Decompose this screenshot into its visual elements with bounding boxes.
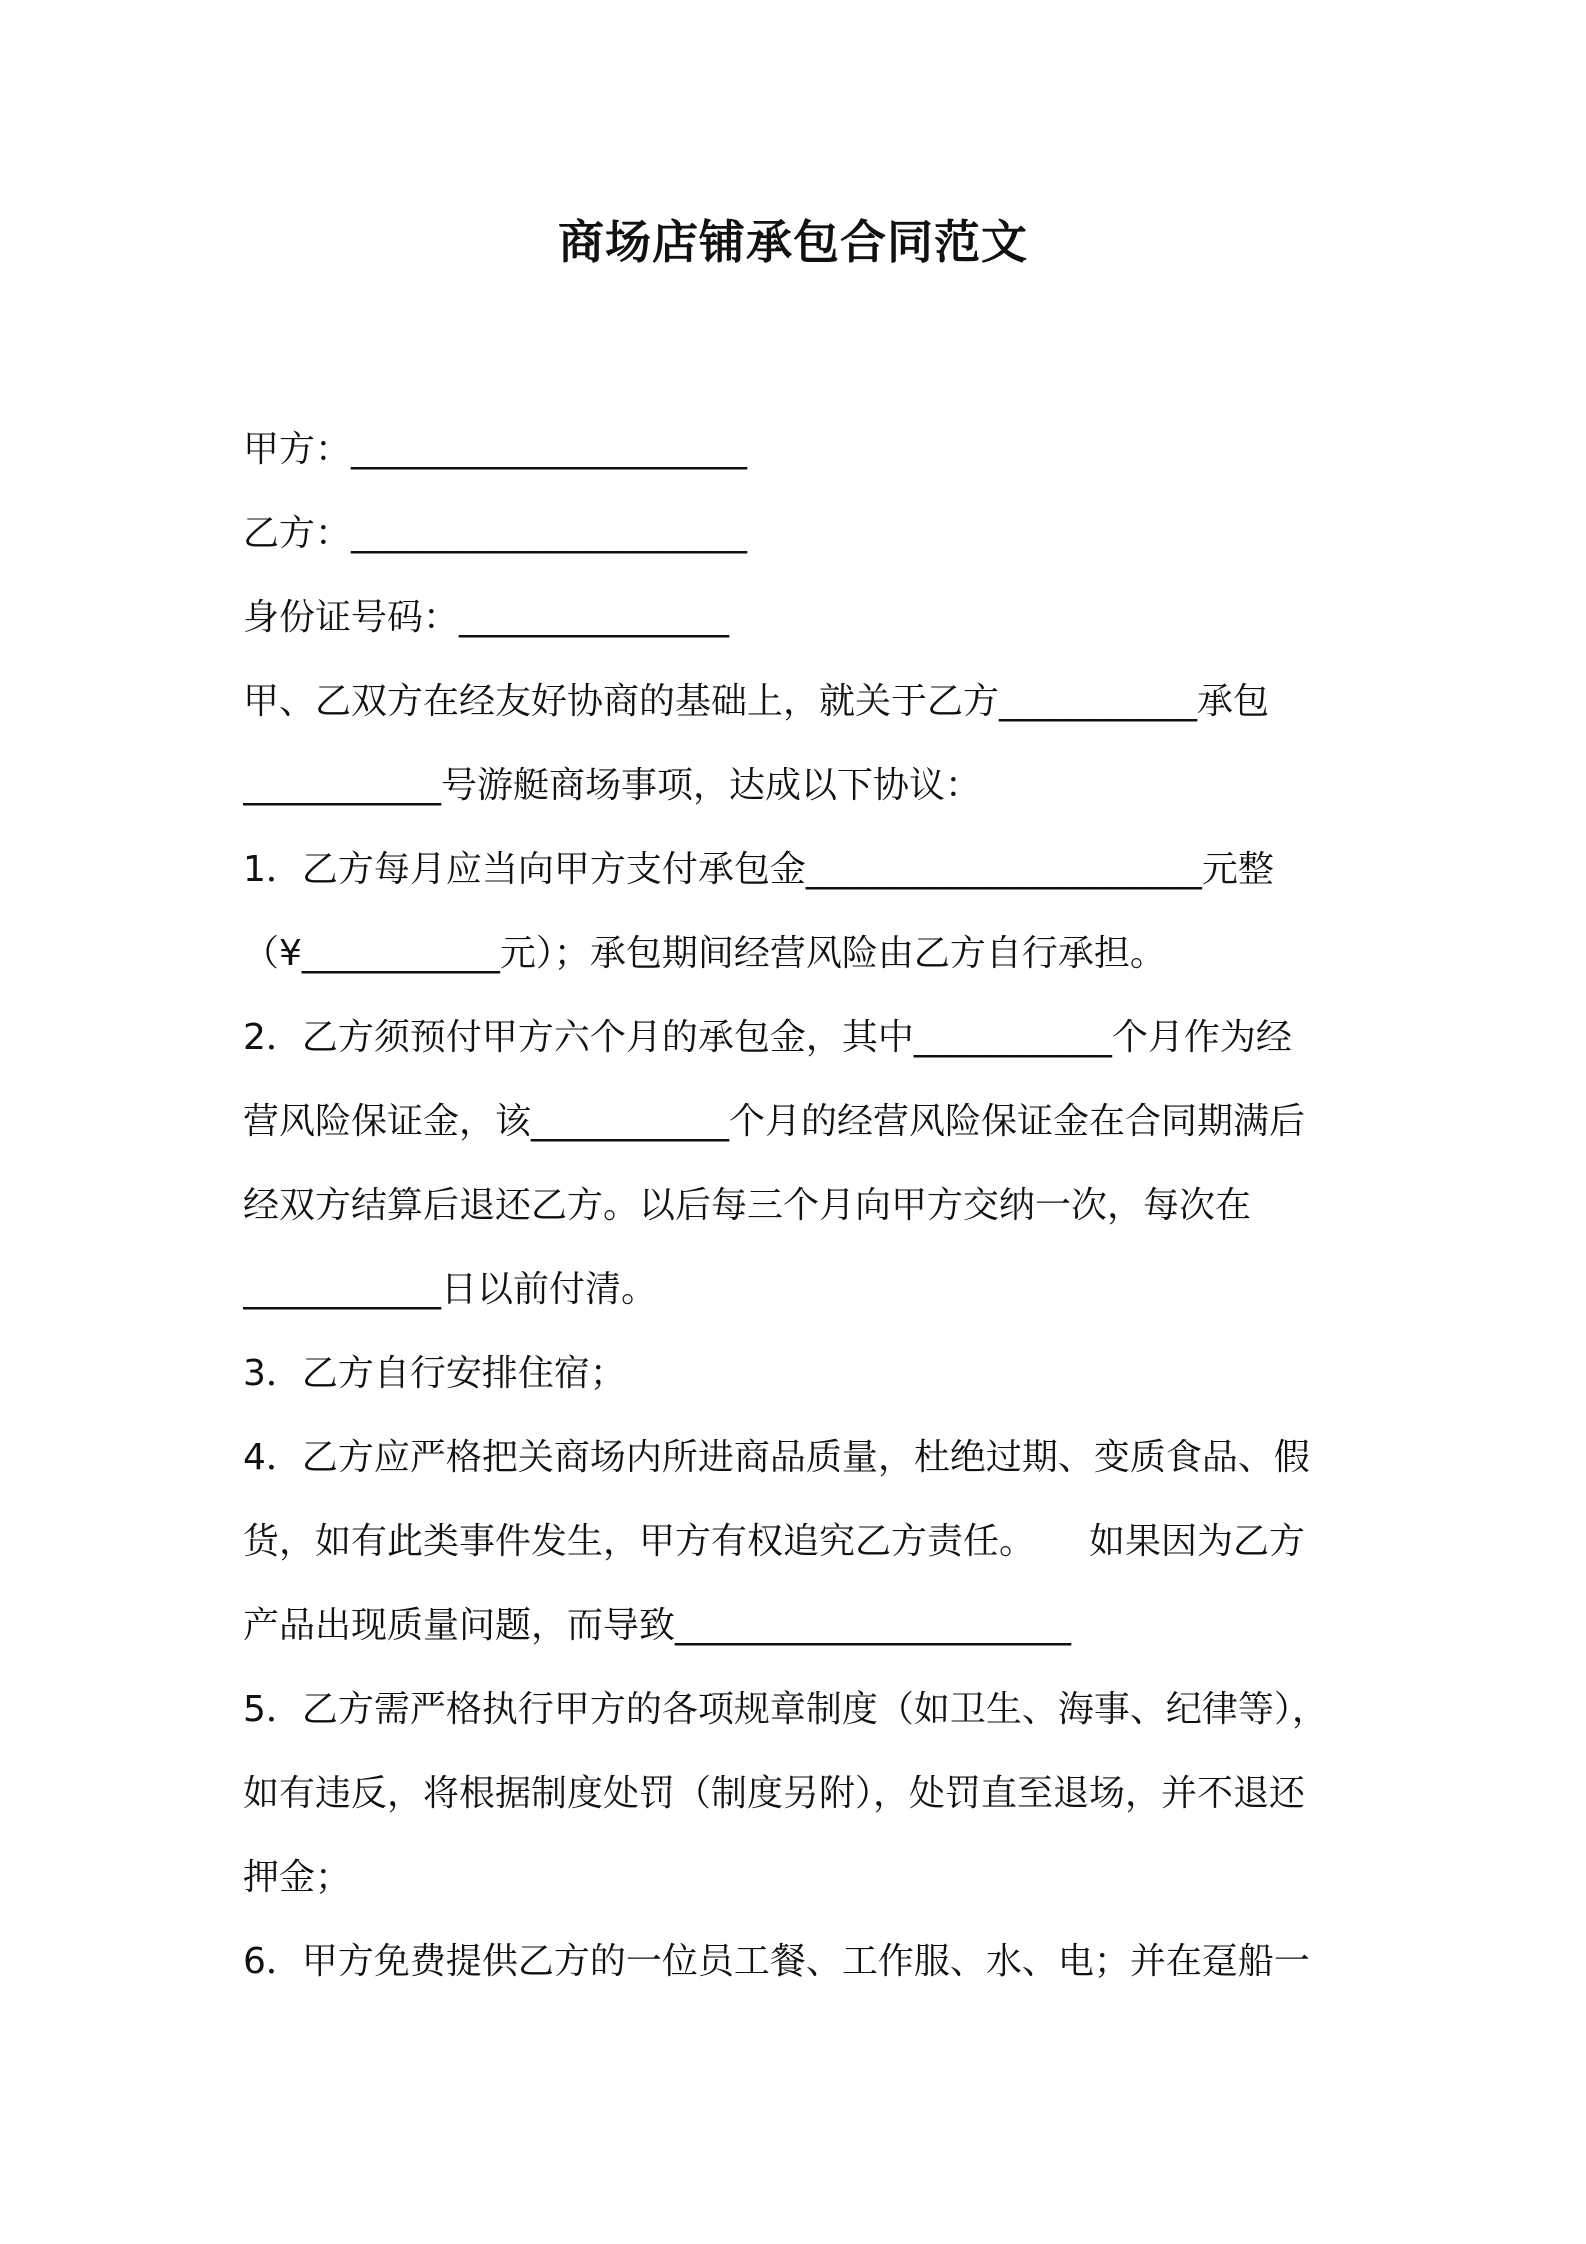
clause-5-line: 押金； xyxy=(243,1857,352,1898)
id-number-line: 身份证号码：_______________ xyxy=(243,597,730,638)
document-title: 商场店铺承包合同范文 xyxy=(558,215,1028,269)
party-a-line: 甲方：______________________ xyxy=(243,429,748,470)
clause-2-line: 2．乙方须预付甲方六个月的承包金，其中___________个月作为经 xyxy=(243,1017,1292,1058)
clause-2-line: ___________日以前付清。 xyxy=(243,1269,658,1310)
clause-3-line: 3．乙方自行安排住宿； xyxy=(243,1353,626,1394)
clause-2-line: 经双方结算后退还乙方。以后每三个月向甲方交纳一次，每次在 xyxy=(243,1185,1252,1226)
clause-5-line: 如有违反，将根据制度处罚（制度另附），处罚直至退场，并不退还 xyxy=(243,1773,1306,1814)
clause-1-line: 1．乙方每月应当向甲方支付承包金______________________元整 xyxy=(243,849,1274,890)
clause-4-line: 货，如有此类事件发生，甲方有权追究乙方责任。 如果因为乙方 xyxy=(243,1521,1306,1562)
clause-5-line: 5．乙方需严格执行甲方的各项规章制度（如卫生、海事、纪律等）， xyxy=(243,1689,1328,1730)
clause-2-line: 营风险保证金，该___________个月的经营风险保证金在合同期满后 xyxy=(243,1101,1306,1142)
party-b-line: 乙方：______________________ xyxy=(243,513,748,554)
clause-4-line: 产品出现质量问题，而导致______________________ xyxy=(243,1605,1072,1646)
preamble-line: ___________号游艇商场事项，达成以下协议： xyxy=(243,765,982,806)
document-body xyxy=(243,408,1363,2004)
clause-1-line: （¥___________元）；承包期间经营风险由乙方自行承担。 xyxy=(243,933,1166,974)
clause-6-line: 6．甲方免费提供乙方的一位员工餐、工作服、水、电；并在趸船一 xyxy=(243,1941,1310,1982)
clause-4-line: 4．乙方应严格把关商场内所进商品质量，杜绝过期、变质食品、假 xyxy=(243,1437,1310,1478)
preamble-line: 甲、乙双方在经友好协商的基础上，就关于乙方___________承包 xyxy=(243,681,1270,722)
